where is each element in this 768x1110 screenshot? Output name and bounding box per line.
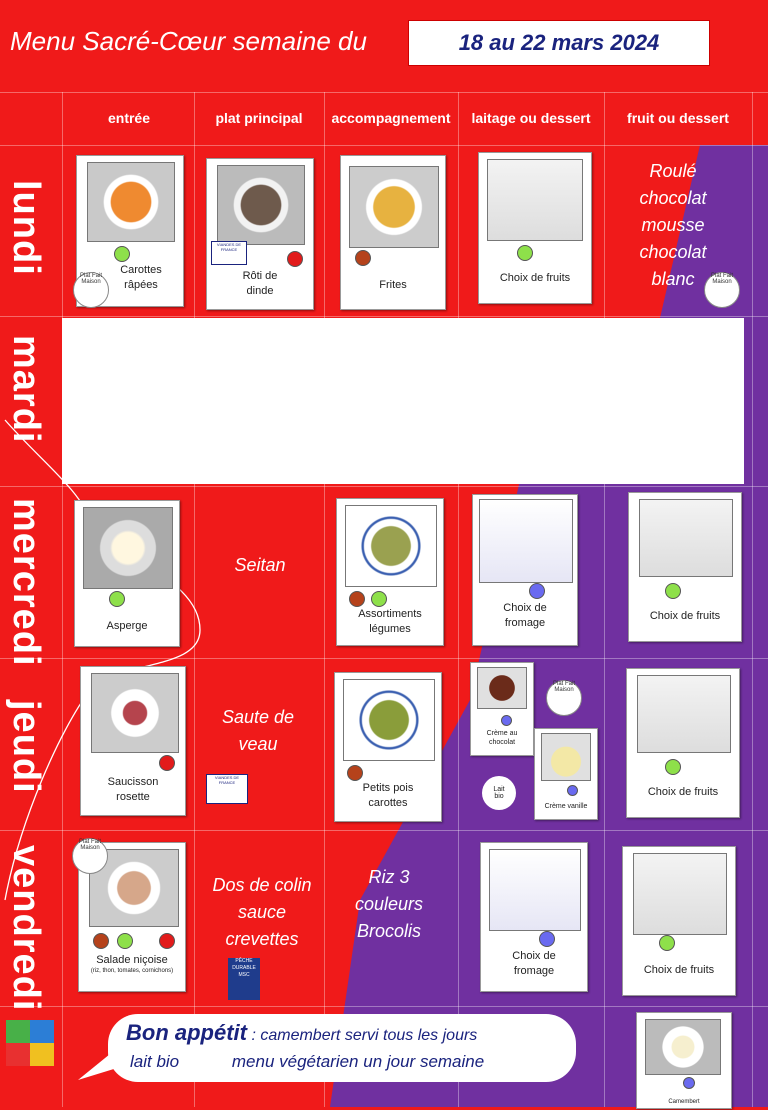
day-label-jeudi: jeudi bbox=[5, 700, 47, 794]
plat-fait-maison-icon: Plat Fait Maison bbox=[546, 680, 582, 716]
dish-detail: (riz, thon, tomates, cornichons) bbox=[90, 968, 174, 974]
menu-card-vendredi-fruit bbox=[622, 846, 736, 996]
food-photo bbox=[489, 849, 581, 931]
vegetarien-note: menu végétarien un jour semaine bbox=[231, 1052, 485, 1071]
plat-fait-maison-icon: Plat Fait Maison bbox=[73, 272, 109, 308]
dish-name: Choix de fruits bbox=[647, 786, 719, 798]
dish-name: Petits pois carottes bbox=[362, 782, 414, 809]
dish-text-mercredi-plat: Seitan bbox=[234, 555, 286, 575]
column-header-fruit: fruit ou dessert bbox=[627, 110, 729, 126]
menu-card-mercredi-entree bbox=[74, 500, 180, 647]
food-photo bbox=[639, 499, 733, 577]
menu-card-jeudi-accompagnement bbox=[334, 672, 442, 822]
footer-line-2 bbox=[130, 1052, 484, 1072]
grid-line bbox=[458, 92, 459, 1107]
menu-card-vendredi-laitage bbox=[480, 842, 588, 992]
footer-note-bubble bbox=[108, 1014, 576, 1082]
dish-name: Crème au chocolat bbox=[486, 730, 518, 746]
brown-dot bbox=[355, 250, 371, 266]
menu-card-lundi-entree bbox=[76, 155, 184, 307]
dish-name: Frites bbox=[379, 279, 407, 291]
day-label-mercredi: mercredi bbox=[5, 498, 47, 667]
msc-peche-durable-icon: PÊCHE DURABLE MSC bbox=[228, 958, 260, 1000]
viandes-de-france-icon: VIANDES DE FRANCE bbox=[211, 241, 247, 265]
menu-card-mercredi-accompagnement bbox=[336, 498, 444, 646]
menu-card-jeudi-entree bbox=[80, 666, 186, 816]
bon-appetit: Bon appétit bbox=[126, 1020, 247, 1045]
green-dot bbox=[665, 583, 681, 599]
grid-line bbox=[0, 92, 768, 93]
dessert-text-lundi: Roulé chocolat mousse chocolat blanc bbox=[639, 161, 707, 289]
menu-card-lundi-accompagnement bbox=[340, 155, 446, 310]
dish-name: Choix de fruits bbox=[643, 964, 715, 976]
dish-name: Saucisson rosette bbox=[107, 776, 159, 803]
green-dot bbox=[659, 935, 675, 951]
page-title: Menu Sacré-Cœur semaine du bbox=[10, 26, 367, 56]
dish-name: Carottes râpées bbox=[120, 264, 162, 291]
red-dot bbox=[159, 755, 175, 771]
menu-card-mercredi-laitage bbox=[472, 494, 578, 646]
green-dot bbox=[517, 245, 533, 261]
camembert-note: : camembert servi tous les jours bbox=[251, 1027, 478, 1044]
brown-dot bbox=[349, 591, 365, 607]
dish-name: Choix de fruits bbox=[649, 610, 721, 622]
dish-name: Choix de fromage bbox=[503, 602, 547, 629]
food-photo bbox=[217, 165, 305, 245]
green-dot bbox=[371, 591, 387, 607]
green-dot bbox=[114, 246, 130, 262]
food-photo bbox=[91, 673, 179, 753]
food-photo bbox=[477, 667, 527, 709]
dish-text-vendredi-plat: Dos de colin sauce crevettes bbox=[212, 875, 312, 949]
week-dates: 18 au 22 mars 2024 bbox=[408, 20, 710, 66]
food-photo bbox=[637, 675, 731, 753]
food-photo bbox=[479, 499, 573, 583]
blue-dot bbox=[529, 583, 545, 599]
day-label-mardi: mardi bbox=[5, 335, 47, 444]
blue-dot bbox=[683, 1077, 695, 1089]
food-photo bbox=[645, 1019, 721, 1075]
day-label-vendredi: vendredi bbox=[5, 845, 47, 1012]
red-dot bbox=[287, 251, 303, 267]
grid-line bbox=[324, 92, 325, 1107]
food-photo bbox=[345, 505, 437, 587]
menu-card-jeudi-laitage-chocolat bbox=[470, 662, 534, 756]
dish-name: Camembert bbox=[668, 1099, 700, 1105]
food-photo bbox=[87, 162, 175, 242]
brown-dot bbox=[347, 765, 363, 781]
column-header-plat: plat principal bbox=[215, 110, 303, 126]
dish-text-vendredi-accompagnement: Riz 3 couleurs Brocolis bbox=[354, 867, 424, 941]
dish-name: Salade niçoise bbox=[96, 954, 168, 966]
dish-name: Choix de fromage bbox=[512, 950, 556, 977]
column-header-laitage: laitage ou dessert bbox=[471, 110, 591, 126]
dish-name: Crème vanille bbox=[544, 803, 588, 810]
restaurant-logo bbox=[6, 1020, 54, 1066]
blue-dot bbox=[539, 931, 555, 947]
column-header-entree: entrée bbox=[107, 110, 151, 126]
menu-card-jeudi-fruit bbox=[626, 668, 740, 818]
menu-card-jeudi-laitage-vanille bbox=[534, 728, 598, 820]
dish-text-jeudi-plat: Saute de veau bbox=[221, 707, 295, 754]
column-header-accompagnement: accompagnement bbox=[331, 110, 451, 126]
dish-name: Choix de fruits bbox=[499, 272, 571, 284]
grid-line bbox=[0, 145, 768, 146]
food-photo bbox=[83, 507, 173, 589]
menu-card-mercredi-fruit bbox=[628, 492, 742, 642]
food-photo bbox=[541, 733, 591, 781]
viandes-de-france-icon: VIANDES DE FRANCE bbox=[206, 774, 248, 804]
blue-dot bbox=[567, 785, 578, 796]
day-label-lundi: lundi bbox=[5, 180, 47, 276]
menu-card-lundi-laitage bbox=[478, 152, 592, 304]
green-dot bbox=[109, 591, 125, 607]
red-dot bbox=[159, 933, 175, 949]
menu-card-lundi-plat bbox=[206, 158, 314, 310]
dish-name: Rôti de dinde bbox=[242, 270, 278, 297]
green-dot bbox=[665, 759, 681, 775]
footer-line-1 bbox=[126, 1020, 477, 1046]
lait-bio-badge bbox=[482, 776, 516, 810]
plat-fait-maison-icon: Plat Fait Maison bbox=[704, 272, 740, 308]
grid-line bbox=[752, 92, 753, 1107]
lait-bio-label: Lait bio bbox=[493, 786, 505, 800]
dish-name: Asperge bbox=[106, 620, 148, 632]
food-photo bbox=[343, 679, 435, 761]
menu-card-camembert bbox=[636, 1012, 732, 1109]
plat-fait-maison-icon: Plat Fait Maison bbox=[72, 838, 108, 874]
green-dot bbox=[117, 933, 133, 949]
blue-dot bbox=[501, 715, 512, 726]
food-photo bbox=[633, 853, 727, 935]
dish-name: Assortiments légumes bbox=[358, 608, 422, 635]
food-photo bbox=[487, 159, 583, 241]
grid-line bbox=[604, 92, 605, 1107]
brown-dot bbox=[93, 933, 109, 949]
mardi-empty-row bbox=[62, 318, 744, 484]
lait-bio-note: lait bio bbox=[130, 1052, 180, 1071]
food-photo bbox=[349, 166, 439, 248]
grid-line bbox=[0, 1006, 768, 1007]
